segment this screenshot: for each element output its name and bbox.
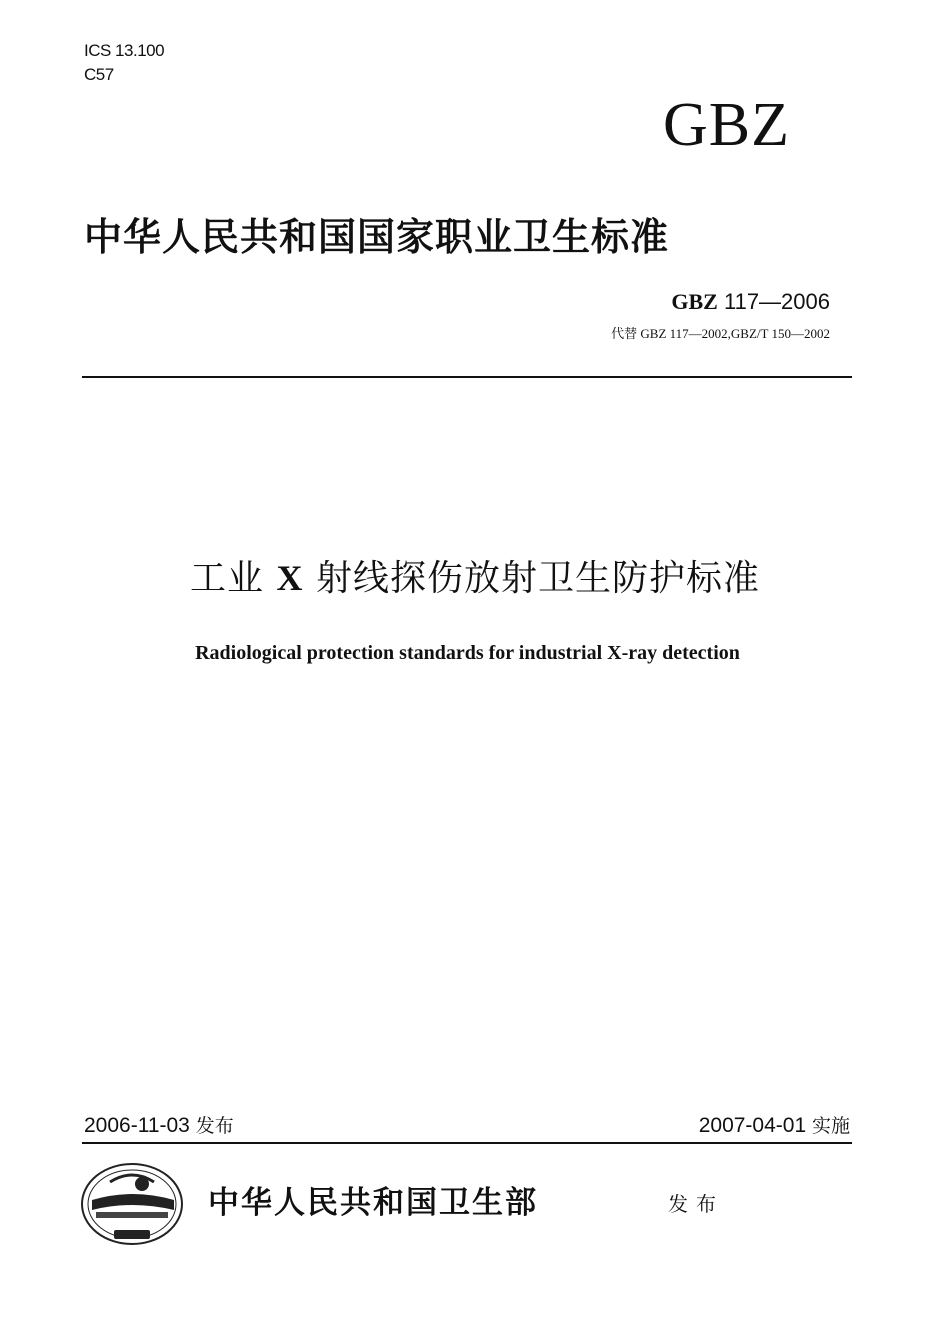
bottom-divider [82, 1142, 852, 1144]
title-cn-part1: 工业 [190, 558, 265, 599]
top-divider [82, 376, 852, 378]
issuing-authority-suffix: 发布 [668, 1192, 724, 1216]
gbz-mark: GBZ [663, 91, 790, 159]
replaces-note: 代替 GBZ 117—2002,GBZ/T 150—2002 [611, 326, 830, 341]
publisher-logo-icon [80, 1160, 185, 1250]
standard-number-value: 117—2006 [723, 289, 830, 314]
issue-date-value: 2006-11-03 [84, 1114, 190, 1137]
standard-category: 中华人民共和国国家职业卫生标准 [84, 215, 670, 259]
title-chinese [0, 556, 950, 601]
issuing-authority: 中华人民共和国卫生部 [208, 1185, 538, 1221]
implementation-date-label: 实施 [811, 1115, 850, 1137]
ccs-code: C57 [84, 65, 114, 84]
title-english: Radiological protection standards for industrial X-ray detection [195, 642, 740, 664]
implementation-date-value: 2007-04-01 [698, 1114, 807, 1137]
ics-code: ICS 13.100 [84, 41, 165, 60]
title-cn-x: X [276, 558, 304, 598]
standard-number [671, 288, 830, 316]
issue-date [84, 1112, 234, 1140]
issue-date-label: 发布 [195, 1115, 234, 1137]
implementation-date [699, 1112, 850, 1140]
title-cn-part2: 射线探伤放射卫生防护标准 [315, 558, 760, 599]
standard-number-prefix: GBZ [671, 289, 718, 314]
